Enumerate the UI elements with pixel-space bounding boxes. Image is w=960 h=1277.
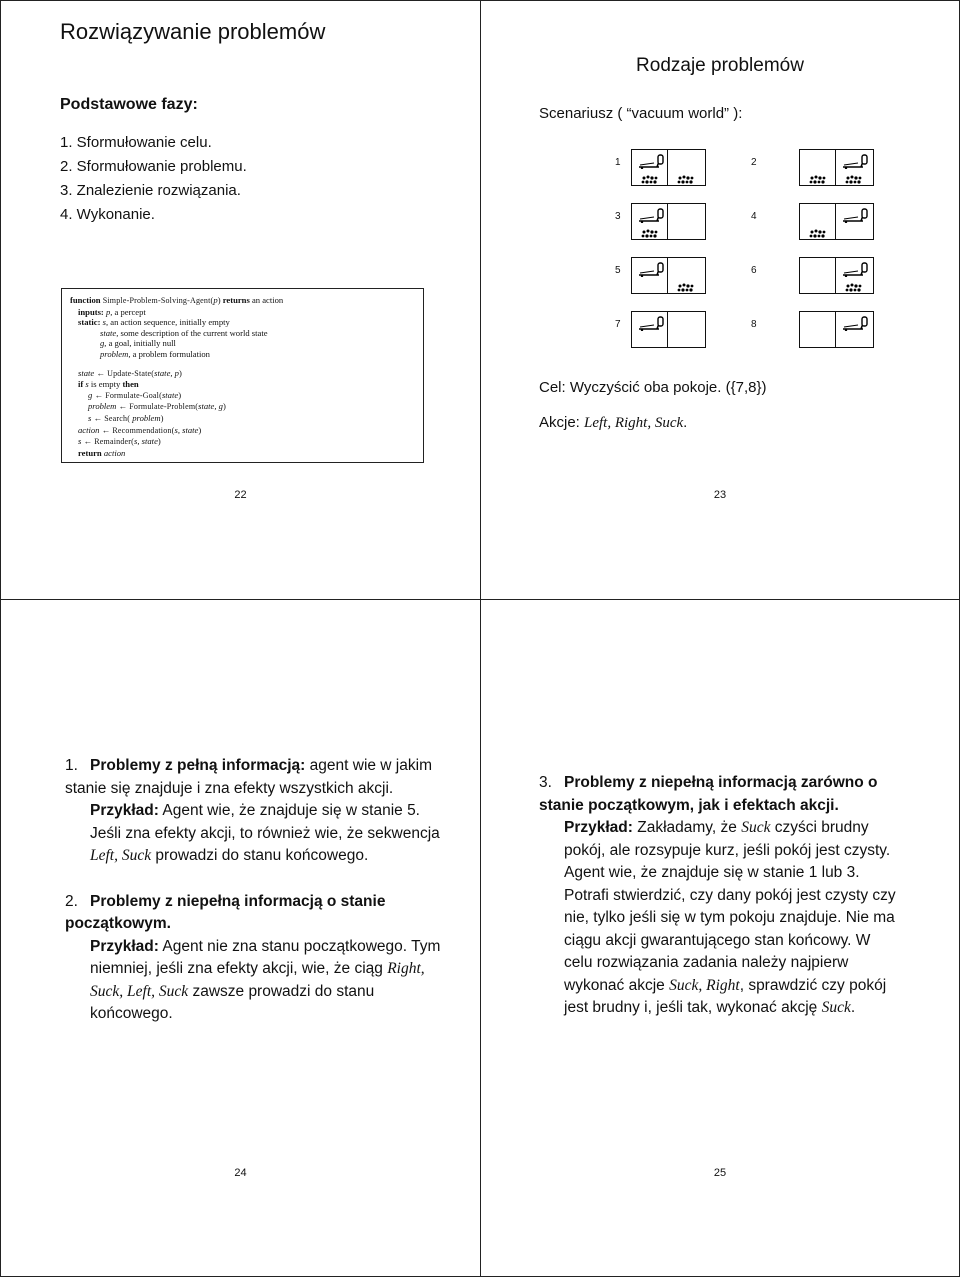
page-number: 24 [234,1167,247,1179]
code-line: function Simple-Problem-Solving-Agent(p) returns an action [70,295,284,305]
code-line: static: s, an action sequence, initially empty [78,317,230,328]
state-diagram [799,257,874,294]
room-left [799,311,836,348]
paragraph-2: 2. Problemy z niepełną informacją o stanie początkowym. [65,892,386,932]
code-line: return action [78,447,126,458]
room-left [799,203,836,240]
page-number: 22 [234,489,247,501]
agent-pseudocode-box [61,288,424,463]
phase-item: 2. Sformułowanie problemu. [60,158,247,175]
room-right [668,257,706,294]
code-line: s ← Remainder(s, state) [78,436,161,447]
paragraph-3-example: Przykład: Zakładamy, że Suck czyści brudny pokój, ale rozsypuje kurz, jeśli pokój jest czysty. Agent wie, że znajduje się w stanie 1 lub 3. Potrafi stwierdzić, czy dany pokój jest czysty czy nie, tylko jeśli się w tym pokoju znajduje. Nie ma ciągu akcji gwarantującego stan końcowy. W celu rozwiązania zadania należy najpierw wykonać akcje Suck, Right, sprawdzić czy pokój jest brudny i, jeśli tak, wykonać akcję Suck. [564,819,896,1016]
room-right [668,311,706,348]
vacuum-icon [638,207,664,228]
code-line: g, a goal, initially null [100,338,176,349]
room-left [631,203,668,240]
phase-item: 3. Znalezienie rozwiązania. [60,182,241,199]
state-diagram [631,311,706,348]
room-left [631,311,668,348]
dirt-icon [845,280,863,298]
code-line: s ← Search( problem) [88,412,164,423]
page-number: 25 [713,1167,727,1179]
dirt-icon [809,226,827,244]
room-left [631,149,668,186]
dirt-icon [677,172,695,190]
slide-22 [0,0,481,600]
room-left [631,257,668,294]
state-label: 7 [615,319,621,330]
vacuum-icon [638,261,664,282]
room-right [668,203,706,240]
page-number: 23 [713,489,727,501]
code-line: problem, a problem formulation [100,348,210,359]
state-diagram [799,311,874,348]
goal-text: Cel: Wyczyścić oba pokoje. ({7,8}) [539,379,767,396]
state-label: 2 [751,157,757,168]
room-right [668,149,706,186]
room-left [799,149,836,186]
vacuum-icon [638,153,664,174]
vacuum-icon [638,315,664,336]
actions-text: Akcje: Left, Right, Suck. [539,414,688,431]
room-right [836,257,874,294]
state-diagram [631,257,706,294]
dirt-icon [845,172,863,190]
state-label: 1 [615,157,621,168]
phase-item: 4. Wykonanie. [60,206,155,223]
slide-title: Rozwiązywanie problemów [60,19,326,44]
paragraph-3: 3. Problemy z niepełną informacją zarówno o stanie początkowym, jak i efektach akcji. [539,774,878,814]
code-line: state, some description of the current world state [100,327,268,338]
code-line: if s is empty then [78,379,139,390]
state-label: 3 [615,211,621,222]
phases-list [60,131,247,227]
vacuum-icon [842,153,868,174]
problem-types-text [65,755,445,1026]
state-label: 4 [751,211,757,222]
room-right [836,149,874,186]
dirt-icon [809,172,827,190]
state-diagram [799,149,874,186]
state-label: 6 [751,265,757,276]
dirt-icon [677,280,695,298]
paragraph-2-example: Przykład: Agent nie zna stanu początkowego. Tym niemniej, jeśli zna efekty akcji, wie, że ciąg Right, Suck, Left, Suck zawsze prowadzi do stanu końcowego. [90,937,441,1022]
paragraph-1: 1. Problemy z pełną informacją: agent wie w jakim stanie się znajduje i zna efekty wszystkich akcji. [65,757,432,797]
vacuum-icon [842,207,868,228]
code-line: state ← Update-State(state, p) [78,367,182,378]
code-line: action ← Recommendation(s, state) [78,424,202,435]
dirt-icon [641,172,659,190]
code-line: problem ← Formulate-Problem(state, g) [88,401,226,412]
problem-types-text [539,772,901,1020]
slide-title: Rodzaje problemów [636,55,804,76]
slide-24 [0,599,481,1277]
room-right [836,203,874,240]
state-label: 5 [615,265,621,276]
state-label: 8 [751,319,757,330]
slide-25 [480,599,960,1277]
room-right [836,311,874,348]
state-diagram [799,203,874,240]
code-line: g ← Formulate-Goal(state) [88,389,182,400]
vacuum-icon [842,261,868,282]
scenario-text: Scenariusz ( “vacuum world” ): [539,105,743,122]
state-diagram [631,149,706,186]
room-left [799,257,836,294]
phases-heading: Podstawowe fazy: [60,96,198,113]
paragraph-1-example: Przykład: Agent wie, że znajduje się w stanie 5. Jeśli zna efekty akcji, to również wie, że sekwencja Left, Suck prowadzi do stanu końcowego. [90,802,440,864]
code-line: inputs: p, a percept [78,306,146,317]
slide-23 [480,0,960,600]
dirt-icon [641,226,659,244]
vacuum-icon [842,315,868,336]
phase-item: 1. Sformułowanie celu. [60,134,212,151]
state-diagram [631,203,706,240]
